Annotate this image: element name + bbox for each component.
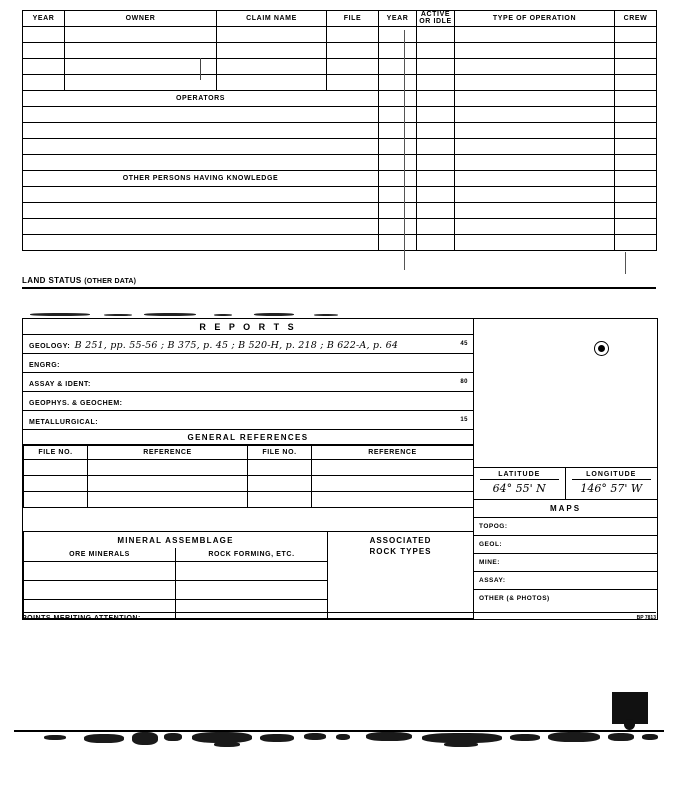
form-code: BP 7813 — [636, 615, 656, 621]
assoc-title-line2: ROCK TYPES — [369, 546, 432, 556]
cell-claim-name[interactable] — [217, 26, 327, 42]
cell-type-op[interactable] — [455, 106, 615, 122]
cell-active-idle[interactable] — [417, 234, 455, 250]
cell-year-r[interactable] — [379, 154, 417, 170]
cell-active-idle[interactable] — [417, 58, 455, 74]
mineral-col-ore-minerals: ORE MINERALS — [24, 548, 176, 562]
genrefs-col-file-no-1: FILE NO. — [24, 446, 88, 460]
cell-crew[interactable] — [615, 90, 657, 106]
genrefs-cell-file-no[interactable] — [24, 492, 88, 508]
cell-year-r[interactable] — [379, 202, 417, 218]
table-row — [23, 26, 657, 42]
genrefs-cell-file-no[interactable] — [248, 460, 312, 476]
col-file: FILE — [327, 11, 379, 27]
longitude-label: LONGITUDE — [572, 468, 652, 480]
claim-history-table — [22, 10, 656, 251]
land-status-section — [22, 276, 656, 289]
cell-owner[interactable] — [65, 74, 217, 90]
mineral-cell-ore[interactable] — [24, 562, 176, 581]
land-status-sub: (OTHER DATA) — [84, 278, 137, 285]
band-other-persons: OTHER PERSONS HAVING KNOWLEDGE — [23, 170, 379, 186]
cell-crew[interactable] — [615, 58, 657, 74]
cell-crew[interactable] — [615, 122, 657, 138]
stray-mark — [625, 252, 626, 274]
cell-crew[interactable] — [615, 218, 657, 234]
cell-type-op[interactable] — [455, 138, 615, 154]
reports-label-geology: GEOLOGY: — [29, 343, 71, 350]
cell-crew[interactable] — [615, 234, 657, 250]
cell-active-idle[interactable] — [417, 202, 455, 218]
maps-row-geol[interactable] — [474, 536, 657, 554]
reports-panel — [23, 319, 474, 619]
col-crew: CREW — [615, 11, 657, 27]
genrefs-col-reference-1: REFERENCE — [88, 446, 248, 460]
associated-rock-types-title — [328, 532, 473, 561]
reports-num-geology: 45 — [460, 341, 468, 347]
table-row — [23, 122, 657, 138]
cell-owner[interactable] — [65, 58, 217, 74]
cell-owner[interactable] — [65, 42, 217, 58]
col-year-left: YEAR — [23, 11, 65, 27]
genrefs-cell-file-no[interactable] — [24, 476, 88, 492]
reports-label-assay-ident: ASSAY & IDENT: — [29, 381, 91, 388]
maps-title: MAPS — [474, 500, 657, 518]
cell-other-person[interactable] — [23, 234, 379, 250]
genrefs-cell-file-no[interactable] — [24, 460, 88, 476]
longitude-block[interactable] — [566, 468, 658, 499]
cell-file[interactable] — [327, 42, 379, 58]
cell-active-idle[interactable] — [417, 170, 455, 186]
table-row — [23, 58, 657, 74]
genrefs-cell-file-no[interactable] — [248, 492, 312, 508]
cell-file[interactable] — [327, 74, 379, 90]
table-row — [24, 476, 474, 492]
cell-claim-name[interactable] — [217, 74, 327, 90]
cell-year-r[interactable] — [379, 42, 417, 58]
table-row — [24, 460, 474, 476]
photo-area[interactable] — [474, 319, 657, 468]
longitude-value: 146° 57' W — [580, 482, 643, 495]
reports-row-engrg[interactable] — [23, 354, 473, 373]
other-persons-band-row — [23, 170, 657, 186]
table-row — [23, 186, 657, 202]
table-row — [23, 218, 657, 234]
cell-year-r[interactable] — [379, 218, 417, 234]
cell-type-op[interactable] — [455, 122, 615, 138]
table-row — [23, 234, 657, 250]
cell-active-idle[interactable] — [417, 218, 455, 234]
punch-hole-icon — [594, 341, 609, 356]
cell-type-op[interactable] — [455, 186, 615, 202]
reports-num-assay-ident: 80 — [460, 379, 468, 385]
maps-row-other-photos[interactable] — [474, 590, 657, 608]
reports-row-metallurgical[interactable] — [23, 411, 473, 430]
cell-type-op[interactable] — [455, 218, 615, 234]
operators-band-row — [23, 90, 657, 106]
cell-year-r[interactable] — [379, 74, 417, 90]
associated-rock-types-cell[interactable] — [328, 532, 474, 619]
cell-year-r[interactable] — [379, 186, 417, 202]
cell-operator[interactable] — [23, 106, 379, 122]
genrefs-cell-reference[interactable] — [312, 460, 474, 476]
maps-row-topog[interactable] — [474, 518, 657, 536]
cell-active-idle[interactable] — [417, 122, 455, 138]
cell-year[interactable] — [23, 26, 65, 42]
cell-active-idle[interactable] — [417, 74, 455, 90]
scan-artifact-smudge — [14, 716, 664, 760]
col-type-of-operation: TYPE OF OPERATION — [455, 11, 615, 27]
cell-type-op[interactable] — [455, 58, 615, 74]
cell-active-idle[interactable] — [417, 154, 455, 170]
col-year-right: YEAR — [379, 11, 417, 27]
cell-operator[interactable] — [23, 122, 379, 138]
mineral-title-row — [24, 532, 474, 549]
latitude-block[interactable] — [474, 468, 566, 499]
cell-claim-name[interactable] — [217, 58, 327, 74]
band-operators: OPERATORS — [23, 90, 379, 106]
cell-active-idle[interactable] — [417, 186, 455, 202]
reports-row-geophys-geochem[interactable] — [23, 392, 473, 411]
reports-label-geophys-geochem: GEOPHYS. & GEOCHEM: — [29, 400, 123, 407]
cell-operator[interactable] — [23, 138, 379, 154]
cell-year-r[interactable] — [379, 138, 417, 154]
mineral-assemblage-title-cell — [24, 532, 328, 549]
genrefs-cell-reference[interactable] — [88, 492, 248, 508]
reports-row-assay-ident[interactable] — [23, 373, 473, 392]
cell-crew[interactable] — [615, 202, 657, 218]
cell-active-idle[interactable] — [417, 106, 455, 122]
maps-label-mine: MINE: — [479, 559, 500, 566]
cell-active-idle[interactable] — [417, 42, 455, 58]
genrefs-col-reference-2: REFERENCE — [312, 446, 474, 460]
cell-claim-name[interactable] — [217, 42, 327, 58]
top-grid — [22, 10, 657, 251]
scan-noise-top — [24, 313, 364, 317]
genrefs-cell-file-no[interactable] — [248, 476, 312, 492]
table-header-row — [23, 11, 657, 27]
assoc-title-line1: ASSOCIATED — [369, 536, 432, 545]
table-row — [24, 492, 474, 508]
cell-type-op[interactable] — [455, 154, 615, 170]
coordinates-section — [474, 468, 657, 500]
points-label: POINTS MERITING ATTENTION: — [22, 615, 141, 622]
reports-row-geology[interactable] — [23, 335, 473, 354]
mineral-cell-rock-forming[interactable] — [176, 562, 328, 581]
cell-year-r[interactable] — [379, 90, 417, 106]
cell-crew[interactable] — [615, 154, 657, 170]
maps-row-mine[interactable] — [474, 554, 657, 572]
genrefs-cell-reference[interactable] — [88, 460, 248, 476]
cell-type-op[interactable] — [455, 26, 615, 42]
cell-crew[interactable] — [615, 138, 657, 154]
mineral-cell-rock-forming[interactable] — [176, 581, 328, 600]
mineral-cell-ore[interactable] — [24, 581, 176, 600]
cell-active-idle[interactable] — [417, 138, 455, 154]
genrefs-cell-reference[interactable] — [312, 476, 474, 492]
genrefs-cell-reference[interactable] — [88, 476, 248, 492]
genrefs-header-row — [24, 446, 474, 460]
genrefs-col-file-no-2: FILE NO. — [248, 446, 312, 460]
cell-owner[interactable] — [65, 26, 217, 42]
table-row — [23, 42, 657, 58]
reports-label-engrg: ENGRG: — [29, 362, 60, 369]
cell-crew[interactable] — [615, 26, 657, 42]
reports-label-metallurgical: METALLURGICAL: — [29, 419, 99, 426]
cell-other-person[interactable] — [23, 202, 379, 218]
reports-title: R E P O R T S — [23, 319, 473, 335]
cell-file[interactable] — [327, 58, 379, 74]
latitude-value: 64° 55' N — [492, 482, 546, 495]
col-claim-name: CLAIM NAME — [217, 11, 327, 27]
mineral-assemblage-table — [23, 531, 474, 619]
cell-year-r[interactable] — [379, 106, 417, 122]
cell-crew[interactable] — [615, 106, 657, 122]
cell-crew[interactable] — [615, 42, 657, 58]
maps-label-topog: TOPOG: — [479, 523, 508, 530]
stray-mark — [200, 58, 201, 80]
genrefs-cell-reference[interactable] — [312, 492, 474, 508]
reports-num-metallurgical: 15 — [460, 417, 468, 423]
cell-year-r[interactable] — [379, 26, 417, 42]
maps-label-geol: GEOL: — [479, 541, 503, 548]
cell-type-op[interactable] — [455, 42, 615, 58]
lower-block — [22, 318, 658, 620]
cell-other-person[interactable] — [23, 186, 379, 202]
points-meriting-attention[interactable] — [22, 612, 656, 622]
mineral-and-rock-section — [23, 531, 473, 619]
col-active-label: ACTIVE — [420, 11, 451, 18]
cell-year-r[interactable] — [379, 58, 417, 74]
cell-crew[interactable] — [615, 74, 657, 90]
table-row — [23, 154, 657, 170]
land-status-label: LAND STATUS — [22, 276, 82, 285]
cell-type-op[interactable] — [455, 170, 615, 186]
col-idle-label: OR IDLE — [419, 18, 452, 26]
cell-year[interactable] — [23, 58, 65, 74]
general-references-title: GENERAL REFERENCES — [23, 430, 473, 445]
cell-operator[interactable] — [23, 154, 379, 170]
cell-crew[interactable] — [615, 170, 657, 186]
cell-year[interactable] — [23, 42, 65, 58]
general-references-table — [23, 445, 474, 508]
table-row — [23, 74, 657, 90]
table-row — [23, 202, 657, 218]
mineral-col-rock-forming: ROCK FORMING, ETC. — [176, 548, 328, 562]
maps-label-assay: ASSAY: — [479, 577, 506, 584]
map-photo-panel — [474, 319, 657, 619]
cell-type-op[interactable] — [455, 74, 615, 90]
cell-other-person[interactable] — [23, 218, 379, 234]
cell-year-r[interactable] — [379, 170, 417, 186]
cell-crew[interactable] — [615, 186, 657, 202]
table-row — [23, 138, 657, 154]
cell-year-r[interactable] — [379, 122, 417, 138]
cell-year-r[interactable] — [379, 234, 417, 250]
mineral-assemblage-title: MINERAL ASSEMBLAGE — [117, 536, 234, 545]
stray-mark — [404, 30, 405, 270]
col-active-or-idle — [417, 11, 455, 27]
cell-year[interactable] — [23, 74, 65, 90]
cell-type-op[interactable] — [455, 202, 615, 218]
cell-active-idle[interactable] — [417, 90, 455, 106]
cell-type-op[interactable] — [455, 90, 615, 106]
table-row — [23, 106, 657, 122]
cell-active-idle[interactable] — [417, 26, 455, 42]
reports-value-geology: B 251, pp. 55-56 ; B 375, p. 45 ; B 520-H, p. 218 ; B 622-A, p. 64 — [74, 340, 399, 351]
cell-file[interactable] — [327, 26, 379, 42]
latitude-label: LATITUDE — [480, 468, 559, 480]
maps-row-assay[interactable] — [474, 572, 657, 590]
cell-type-op[interactable] — [455, 234, 615, 250]
col-owner: OWNER — [65, 11, 217, 27]
maps-label-other-photos: OTHER (& PHOTOS) — [479, 595, 550, 602]
